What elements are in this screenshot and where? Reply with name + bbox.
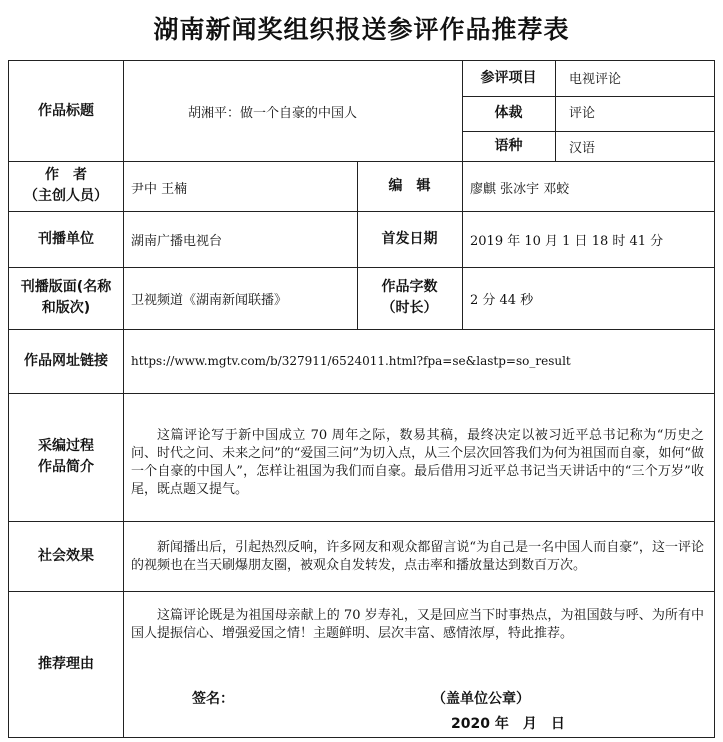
- length-label-line2: （时长）: [381, 300, 438, 316]
- date-label: 2020 年 月 日: [451, 716, 565, 732]
- edition-value: 卫视频道《湖南新闻联播》: [131, 292, 288, 308]
- signature-label: 签名：: [192, 691, 234, 707]
- process-label-line2: 作品简介: [38, 459, 94, 475]
- author-label: [9, 161, 123, 211]
- url-link[interactable]: https://www.mgtv.com/b/327911/6524011.html?fpa=se&lastp=so_result: [131, 354, 571, 368]
- process-label: [9, 393, 123, 521]
- first-release-label: 首发日期: [381, 230, 438, 247]
- genre-label: 体裁: [494, 105, 523, 121]
- work-title-value: 胡湘平：做一个自豪的中国人: [187, 105, 357, 121]
- language-label: 语种: [494, 137, 523, 154]
- editor-value: 廖麒 张冰宇 邓蛟: [470, 182, 570, 197]
- reason-text: 这篇评论既是为祖国母亲献上的 70 岁寿礼，又是回应当下时事热点，为祖国鼓与呼、为所有中国人提振信心、增强爱国之情！主题鲜明、层次丰富、感情浓厚，特此推荐。: [131, 608, 704, 641]
- seal-label: （盖单位公章）: [432, 691, 530, 707]
- edition-label-line1: 刊播版面(名称: [20, 279, 112, 295]
- length-value: 2 分 44 秒: [470, 292, 534, 308]
- work-title-label: 作品标题: [38, 102, 94, 119]
- author-label-line1: 作 者: [45, 167, 87, 183]
- length-label-line1: 作品字数: [381, 279, 438, 295]
- reason-label: 推荐理由: [38, 655, 94, 672]
- first-release-value: 2019 年 10 月 1 日 18 时 41 分: [470, 233, 664, 249]
- publisher-label: 刊播单位: [38, 230, 94, 247]
- process-label-line1: 采编过程: [38, 438, 94, 454]
- category-label: 参评项目: [480, 70, 537, 86]
- publisher-value: 湖南广播电视台: [131, 233, 223, 249]
- recommendation-form: [8, 60, 715, 738]
- author-label-line2: （主创人员）: [24, 188, 108, 204]
- effect-label: 社会效果: [38, 547, 94, 564]
- editor-label: 编 辑: [388, 177, 431, 194]
- page-title: 湖南新闻奖组织报送参评作品推荐表: [153, 15, 570, 44]
- language-value: 汉语: [569, 141, 596, 156]
- effect-text: 新闻播出后，引起热烈反响，许多网友和观众都留言说“为自己是一名中国人而自豪”，这一评论的视频也在当天刷爆朋友圈，被观众自发转发，点击率和播放量达到数百万次。: [131, 540, 704, 573]
- edition-label-line2: 和版次): [41, 300, 91, 316]
- process-text: 这篇评论写于新中国成立 70 周年之际，数易其稿，最终决定以被习近平总书记称为“历史之问、时代之问、未来之问”的“爱国三问”为切入点，从三个层次回答我们为何为祖国而自豪，如何“做一个自豪的中国人”，怎样让祖国为我们而自豪。最后借用习近平总书记当天讲话中的“三个万岁”收尾，既点题又提气。: [131, 428, 704, 497]
- edition-label: [9, 267, 123, 329]
- genre-value: 评论: [569, 106, 596, 121]
- length-label: [357, 267, 462, 329]
- author-value: 尹中 王楠: [131, 182, 188, 197]
- url-label: 作品网址链接: [24, 352, 108, 369]
- category-value: 电视评论: [569, 72, 622, 87]
